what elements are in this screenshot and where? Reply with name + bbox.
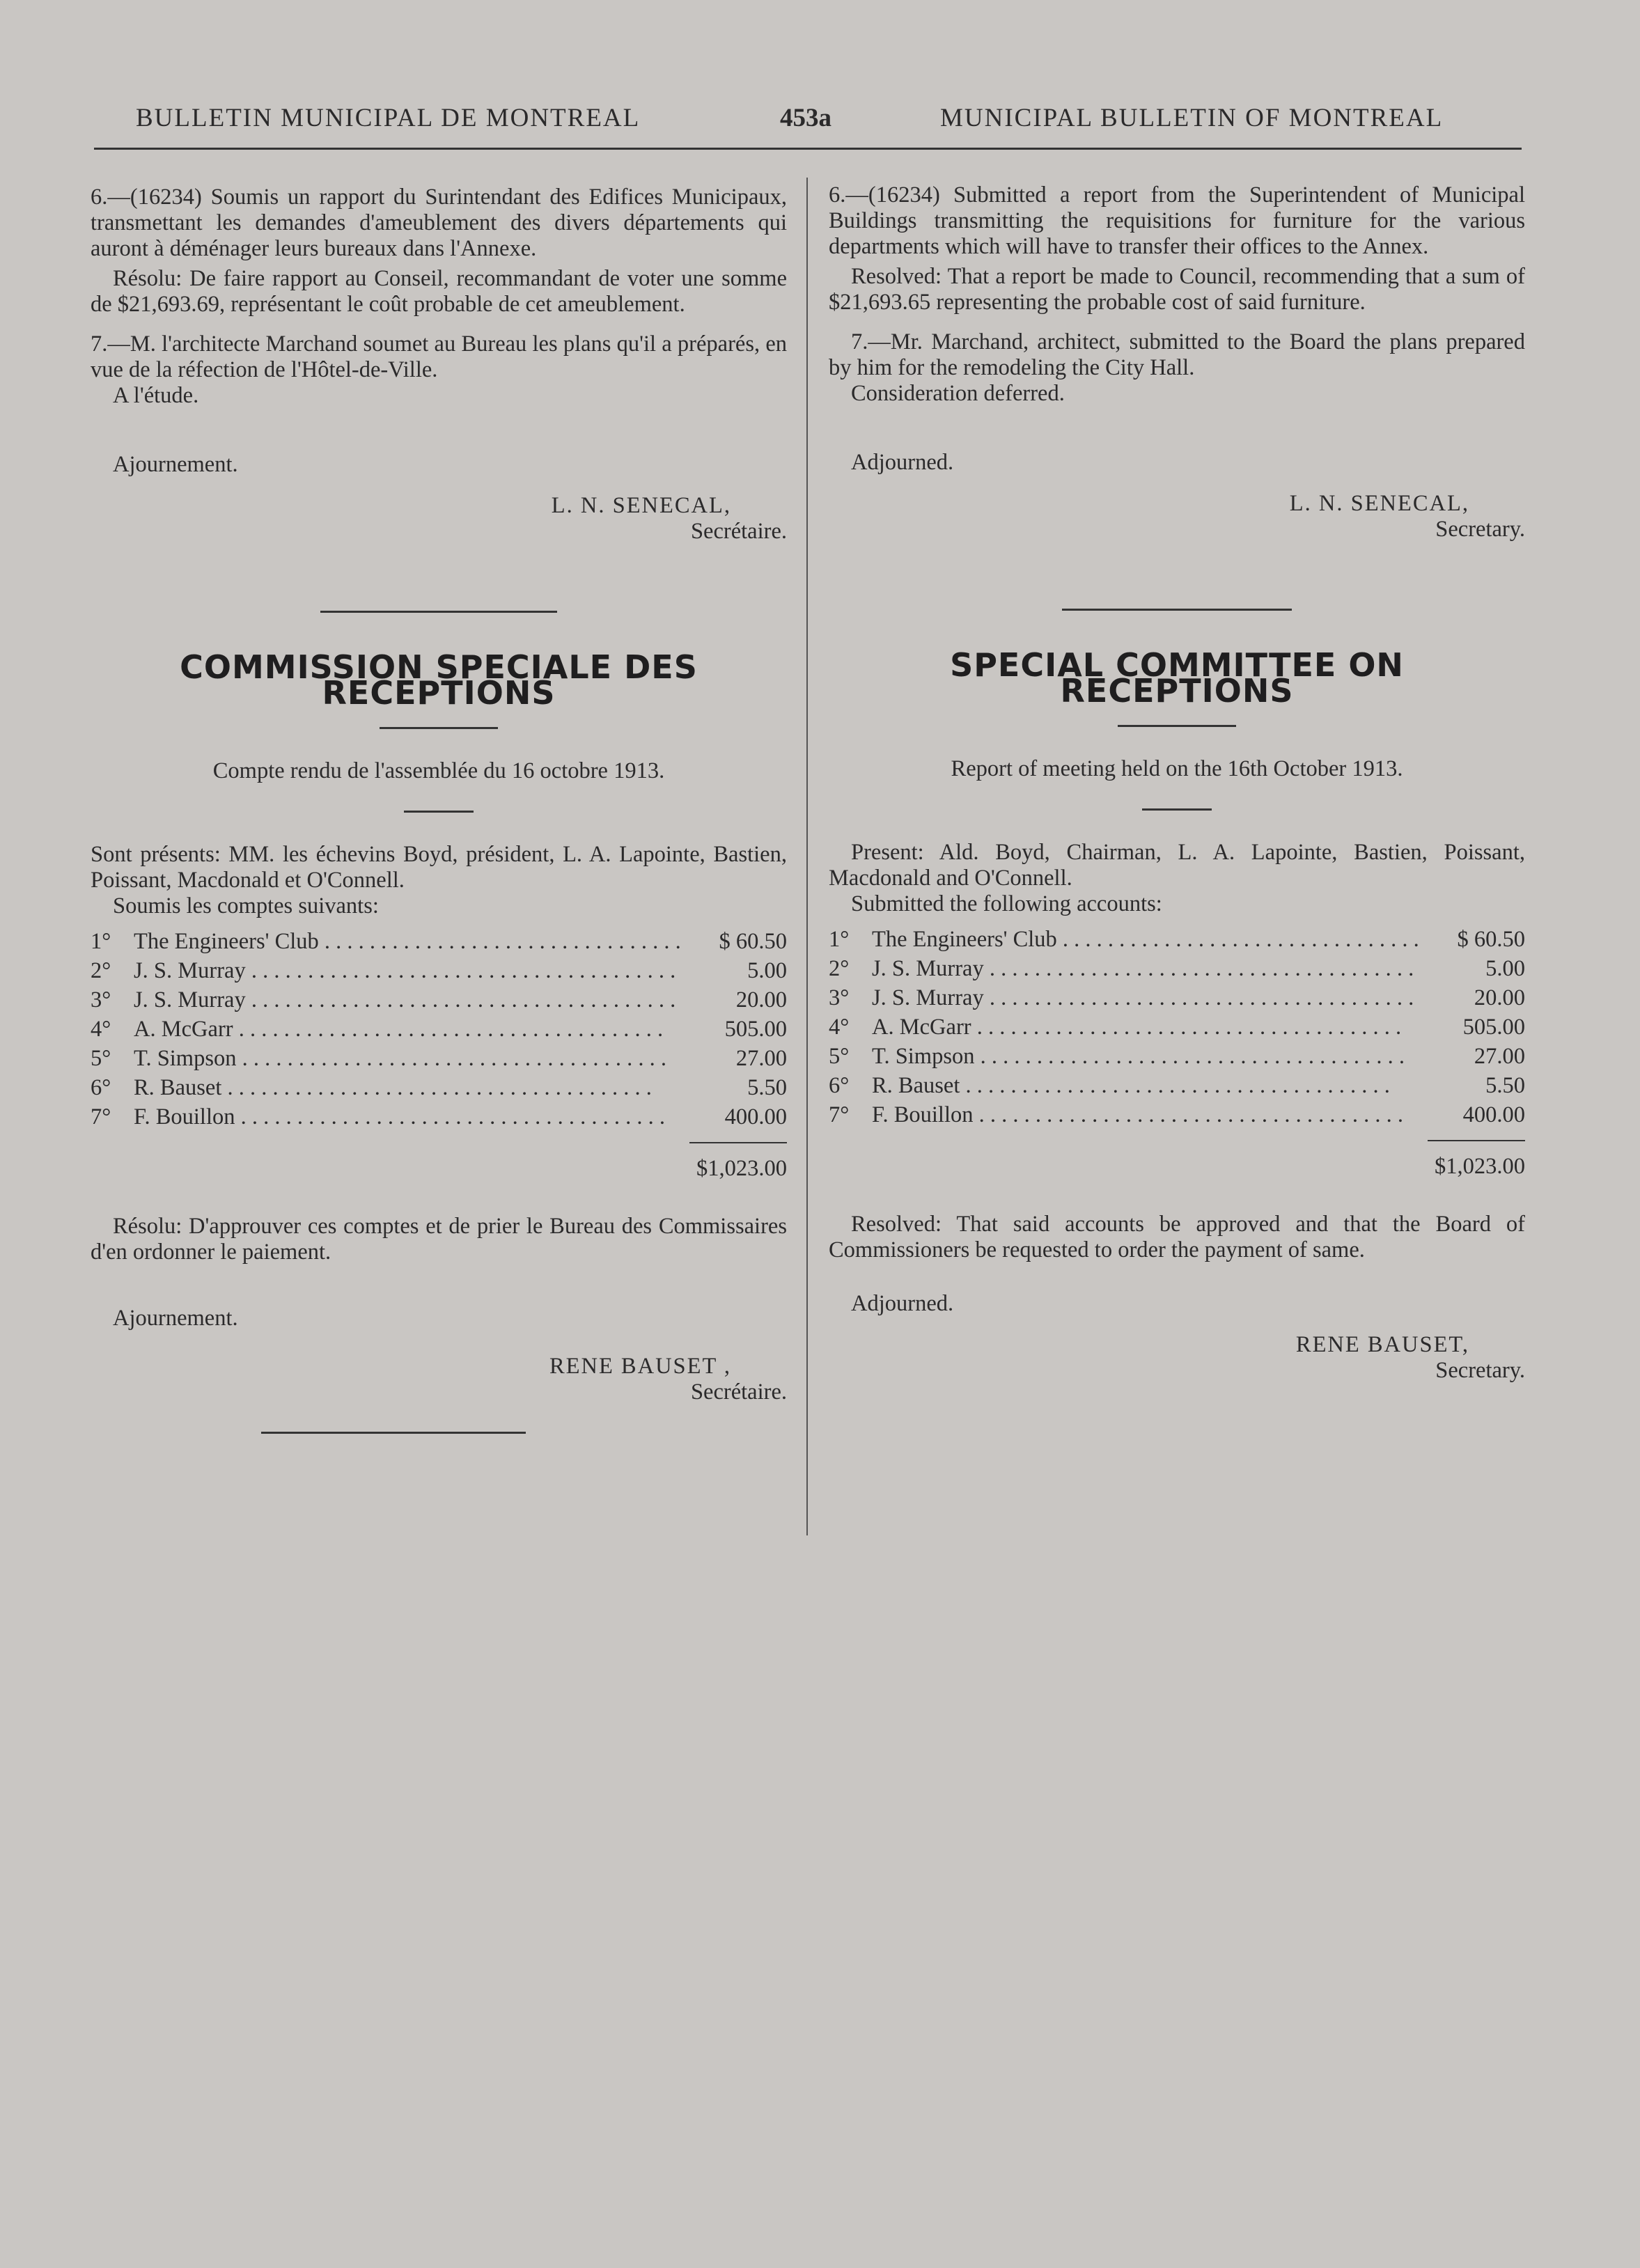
committee-title: COMMISSION SPECIALE DES RECEPTIONS xyxy=(180,648,698,712)
signature-name: RENE BAUSET, xyxy=(1295,1332,1469,1357)
closing-rule xyxy=(261,1432,526,1434)
account-row: 6° R. Bauset . . . 5.50 xyxy=(829,1073,1525,1102)
submitted-intro: Soumis les comptes suivants: xyxy=(113,893,379,918)
meeting-report: Report of meeting held on the 16th October 1913. xyxy=(951,756,1403,781)
meeting-report: Compte rendu de l'assemblée du 16 octobre 1913. xyxy=(212,758,665,783)
submitted-intro: Submitted the following accounts: xyxy=(851,891,1162,916)
accounts-total: $1,023.00 xyxy=(1435,1154,1525,1179)
account-row: 5° T. Simpson . . . 27.00 xyxy=(829,1044,1525,1073)
total-rule xyxy=(1428,1140,1525,1141)
running-head-french: BULLETIN MUNICIPAL DE MONTREAL xyxy=(136,104,641,132)
total-rule xyxy=(689,1142,787,1143)
adjournment: Adjourned. xyxy=(851,1291,954,1316)
account-row: 1° The Engineers' Club . . . $ 60.50 xyxy=(829,927,1525,956)
accounts-resolution: Resolved: That said accounts be approved and that the Board of Commissioners be requested to order the payment of same. xyxy=(829,1212,1525,1262)
signature-title: Secretary. xyxy=(1435,517,1525,542)
account-row: 3° J. S. Murray . . . 20.00 xyxy=(829,985,1525,1015)
english-column xyxy=(829,182,1525,1384)
signature-name: L. N. SENECAL, xyxy=(1289,491,1469,516)
item6-resolution: Resolved: That a report be made to Council, recommending that a sum of $21,693.65 representing the probable cost of said furniture. xyxy=(829,264,1525,315)
report-rule xyxy=(404,811,474,813)
item7-text: 7.—Mr. Marchand, architect, submitted to the Board the plans prepared by him for the remodeling the City Hall. xyxy=(829,329,1525,380)
header-rule xyxy=(94,148,1522,150)
present-members: Sont présents: MM. les échevins Boyd, président, L. A. Lapointe, Bastien, Poissant, Macdonald et O'Connell. xyxy=(91,842,787,893)
page-number: 453a xyxy=(780,104,831,132)
account-row: 2° J. S. Murray . . . 5.00 xyxy=(829,956,1525,985)
committee-title: SPECIAL COMMITTEE ON RECEPTIONS xyxy=(950,646,1404,710)
french-column xyxy=(91,185,787,1434)
column-divider xyxy=(806,178,808,1535)
accounts-list xyxy=(91,929,787,1134)
item7-resolution: A l'étude. xyxy=(113,383,199,408)
present-members: Present: Ald. Boyd, Chairman, L. A. Lapointe, Bastien, Poissant, Macdonald and O'Connell. xyxy=(829,840,1525,891)
account-row: 7° F. Bouillon . . . 400.00 xyxy=(829,1102,1525,1132)
title-rule xyxy=(1118,725,1236,727)
account-row: 5° T. Simpson . . . 27.00 xyxy=(91,1046,787,1075)
account-row: 6° R. Bauset . . . 5.50 xyxy=(91,1075,787,1104)
signature-name: RENE BAUSET , xyxy=(549,1354,731,1379)
signature-title: Secretary. xyxy=(1435,1358,1525,1383)
report-rule xyxy=(1142,808,1212,811)
signature-title: Secrétaire. xyxy=(690,1379,787,1405)
account-row: 4° A. McGarr . . . 505.00 xyxy=(91,1017,787,1046)
account-row: 2° J. S. Murray . . . 5.00 xyxy=(91,958,787,987)
account-row: 1° The Engineers' Club . . . $ 60.50 xyxy=(91,929,787,958)
accounts-resolution: Résolu: D'approuver ces comptes et de prier le Bureau des Commissaires d'en ordonner le paiement. xyxy=(91,1214,787,1265)
item6-text: 6.—(16234) Soumis un rapport du Surintendant des Edifices Municipaux, transmettant les demandes d'ameublement des divers départements qui auront à déménager leurs bureaux dans l'Annexe. xyxy=(91,185,787,261)
signature-title: Secrétaire. xyxy=(690,519,787,544)
accounts-total: $1,023.00 xyxy=(696,1156,787,1181)
section-rule xyxy=(320,611,557,613)
section-rule xyxy=(1062,609,1292,611)
item6-text: 6.—(16234) Submitted a report from the Superintendent of Municipal Buildings transmitting the requisitions for furniture for the various departments which will have to transfer their offices to the Annex. xyxy=(829,182,1525,259)
item7-text: 7.—M. l'architecte Marchand soumet au Bureau les plans qu'il a préparés, en vue de la réfection de l'Hôtel-de-Ville. xyxy=(91,331,787,382)
adjournment: Ajournement. xyxy=(113,452,238,477)
account-row: 7° F. Bouillon . . . 400.00 xyxy=(91,1104,787,1134)
accounts-list xyxy=(829,927,1525,1132)
account-row: 4° A. McGarr . . . 505.00 xyxy=(829,1015,1525,1044)
account-row: 3° J. S. Murray . . . 20.00 xyxy=(91,987,787,1017)
signature-name: L. N. SENECAL, xyxy=(551,493,731,518)
running-head-english: MUNICIPAL BULLETIN OF MONTREAL xyxy=(940,104,1444,132)
title-rule xyxy=(380,727,498,729)
item7-resolution: Consideration deferred. xyxy=(851,381,1065,406)
adjournment: Adjourned. xyxy=(851,450,954,475)
item6-resolution: Résolu: De faire rapport au Conseil, recommandant de voter une somme de $21,693.69, représentant le coût probable de cet ameublement. xyxy=(91,266,787,317)
adjournment: Ajournement. xyxy=(113,1306,238,1331)
